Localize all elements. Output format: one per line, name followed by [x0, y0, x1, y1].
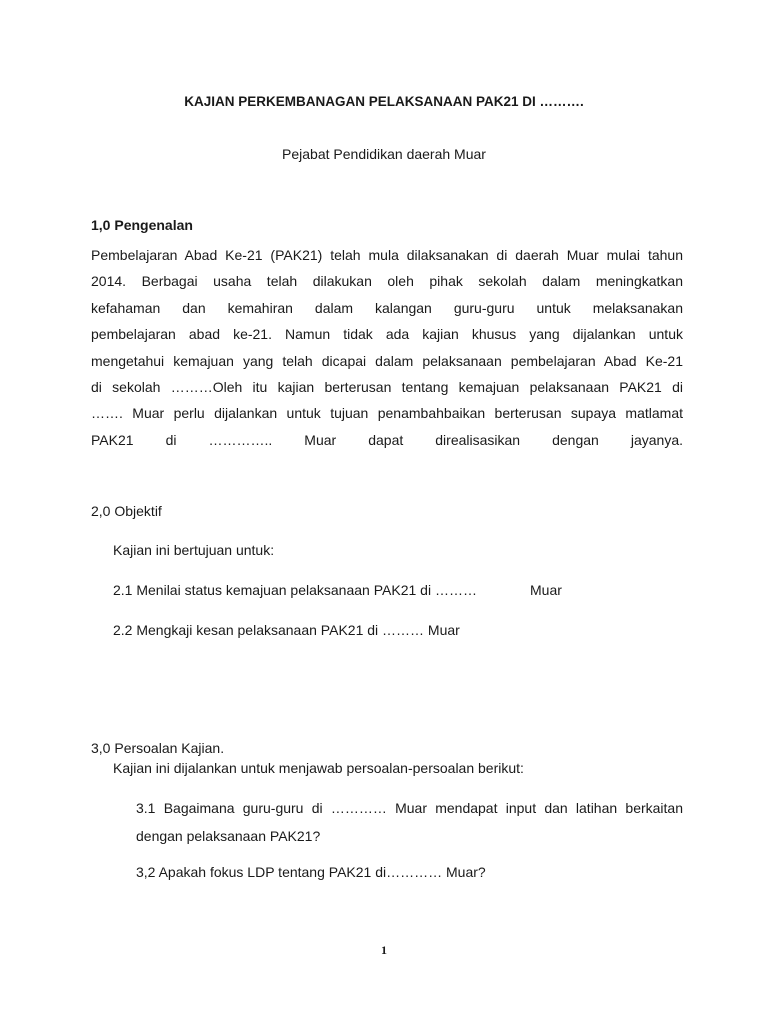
document-subtitle: Pejabat Pendidikan daerah Muar — [282, 146, 486, 162]
question-line: dengan pelaksanaan PAK21? — [136, 828, 321, 844]
page-number: 1 — [381, 943, 387, 957]
questions-intro: Kajian ini dijalankan untuk menjawab persoalan-persoalan berikut: — [113, 760, 524, 776]
section-heading-pengenalan: 1,0 Pengenalan — [91, 217, 193, 233]
document-title: KAJIAN PERKEMBANAGAN PELAKSANAAN PAK21 DI ………. — [184, 94, 584, 109]
paragraph-line: kefahaman dan kemahiran dalam kalangan guru-guru untuk melaksanakan — [91, 299, 683, 316]
paragraph-line: ……. Muar perlu dijalankan untuk tujuan penambahbaikan berterusan supaya matlamat — [91, 405, 683, 422]
objective-text: 2.1 Menilai status kemajuan pelaksanaan PAK21 di ……… — [113, 582, 477, 598]
paragraph-line: pembelajaran abad ke-21. Namun tidak ada kajian khusus yang dijalankan untuk — [91, 326, 683, 343]
paragraph-line: Pembelajaran Abad Ke-21 (PAK21) telah mula dilaksanakan di daerah Muar mulai tahun — [91, 247, 683, 263]
section-heading-persoalan: 3,0 Persoalan Kajian. — [91, 740, 225, 756]
section-heading-objektif: 2,0 Objektif — [91, 503, 162, 519]
question-item: 3,2 Apakah fokus LDP tentang PAK21 di………… Muar? — [136, 864, 486, 880]
paragraph-line: di sekolah ………Oleh itu kajian berterusan tentang kemajuan pelaksanaan PAK21 di — [91, 378, 683, 395]
objective-location: Muar — [530, 582, 562, 598]
intro-paragraph — [91, 242, 683, 453]
paragraph-line: mengetahui kemajuan yang telah dicapai dalam pelaksanaan pembelajaran Abad Ke-21 — [91, 352, 683, 369]
objective-item: 2.2 Mengkaji kesan pelaksanaan PAK21 di ……… Muar — [113, 622, 460, 638]
objective-item — [113, 582, 562, 598]
objective-intro: Kajian ini bertujuan untuk: — [113, 542, 275, 558]
paragraph-line: PAK21 di ………….. Muar dapat direalisasikan dengan jayanya. — [91, 431, 683, 448]
paragraph-line: 2014. Berbagai usaha telah dilakukan oleh pihak sekolah dalam meningkatkan — [91, 273, 683, 290]
question-item — [136, 795, 683, 851]
question-line: 3.1 Bagaimana guru-guru di ………… Muar mendapat input dan latihan berkaitan — [136, 800, 683, 816]
